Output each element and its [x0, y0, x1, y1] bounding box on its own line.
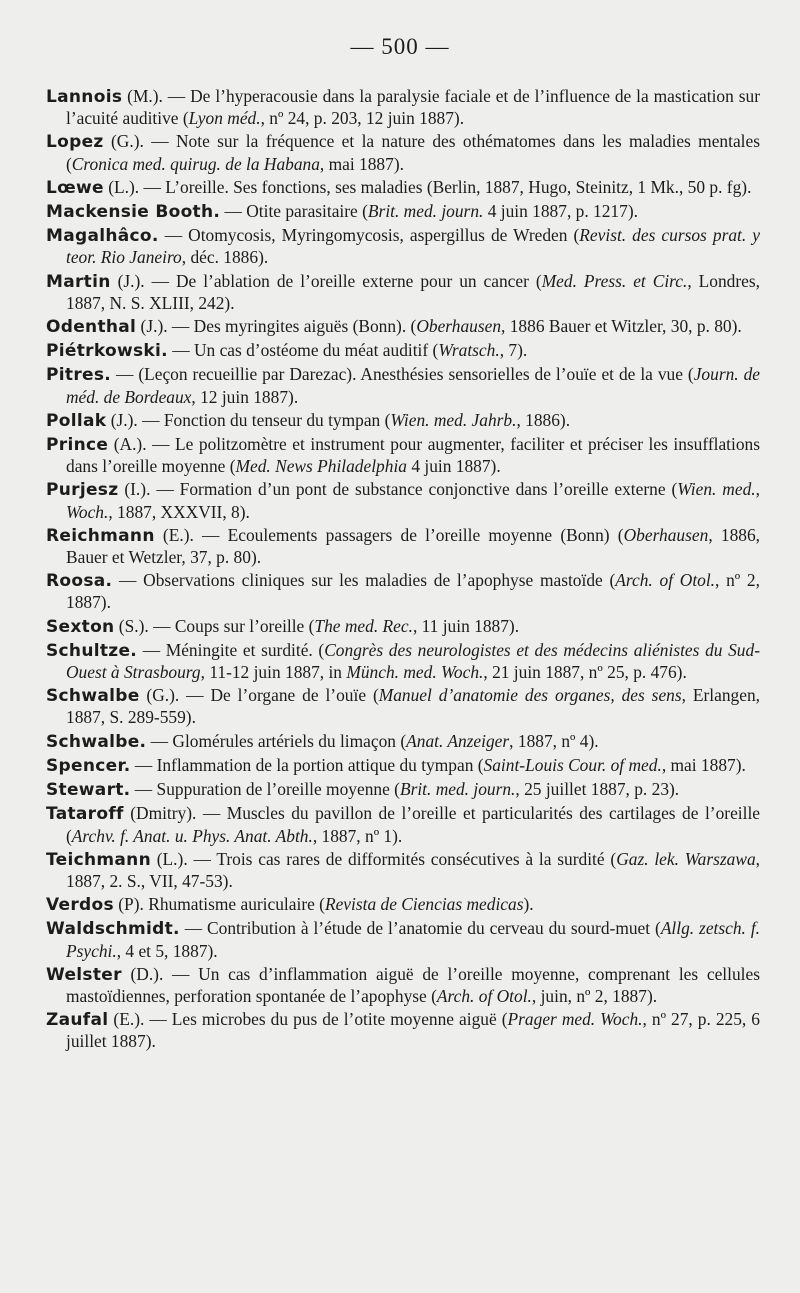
entry-text: , Londres, 1887, N. S. XLIII, 242). — [66, 270, 761, 313]
entry-author: Lopez — [46, 132, 104, 153]
entry-text: — Otite parasitaire ( — [220, 201, 368, 222]
entry-author: Spencer. — [46, 755, 131, 776]
bibliography-entry — [46, 616, 760, 638]
entry-text: (S.). — Coups sur l’oreille ( — [114, 615, 315, 636]
bibliography-entry — [46, 731, 760, 753]
entry-text: (A.). — Le politzomètre et instrument pour augmenter, faciliter et préciser les insufflations dans l’oreille moyenne ( — [66, 434, 760, 477]
entry-citation: Wratsch. — [438, 340, 500, 361]
entry-text: , nº 2, 1887). — [66, 570, 760, 613]
bibliography-entry — [46, 271, 760, 314]
bibliography-entry — [46, 177, 760, 199]
entry-citation: Oberhausen — [623, 524, 709, 545]
bibliography-entry — [46, 434, 760, 477]
entry-citation: Woch. — [66, 501, 109, 522]
bibliography-entry — [46, 849, 760, 892]
entry-author: Verdos — [46, 895, 114, 916]
entry-text: , 21 juin 1887, nº 25, p. 476). — [483, 662, 687, 683]
entry-text: (J.). — Des myringites aiguës (Bonn). ( — [136, 316, 417, 337]
entry-text: , — [755, 479, 760, 500]
entry-author: Odenthal — [46, 317, 137, 338]
entry-text: — Otomycosis, Myringomycosis, aspergillus de Wreden ( — [158, 225, 580, 246]
entry-text: (M.). — De l’hyperacousie dans la paralysie faciale et de l’influence de la mastication sur l’acuité auditive ( — [66, 86, 760, 129]
entry-citation: Congrès des neurologistes et des médecins aliénistes du Sud-Ouest à Strasbourg — [66, 639, 760, 683]
bibliography-entry — [46, 1009, 760, 1052]
entry-text: , 1886). — [516, 409, 571, 430]
bibliography-entry — [46, 525, 760, 568]
entry-author: Zaufal — [46, 1010, 109, 1031]
entry-text: , nº 24, p. 203, 12 juin 1887). — [260, 108, 465, 129]
entry-citation: Anat. Anzeiger — [406, 730, 510, 751]
entry-author: Schwalbe. — [46, 731, 147, 752]
entry-author: Schwalbe — [46, 686, 140, 707]
entry-text: , 1887, nº 1). — [312, 825, 403, 846]
bibliography-entry — [46, 640, 760, 683]
entry-text: , juin, nº 2, 1887). — [531, 985, 658, 1006]
entry-citation: Prager med. Woch. — [507, 1009, 643, 1030]
bibliography-entry — [46, 918, 760, 961]
entry-text: (J.). — De l’ablation de l’oreille externe pour un cancer ( — [110, 270, 542, 291]
entry-citation: Manuel d’anatomie des organes, des sens — [378, 685, 682, 706]
bibliography-entry — [46, 131, 760, 174]
entry-text: , déc. 1886). — [181, 247, 269, 268]
entry-text: — Un cas d’ostéome du méat auditif ( — [167, 340, 439, 361]
entry-text: , 11-12 juin 1887, in — [200, 662, 347, 683]
entry-citation: Saint-Louis Cour. of med. — [483, 754, 662, 775]
entry-citation: Wien. med. Jahrb. — [390, 409, 517, 430]
entry-text: , 1887, XXXVII, 8). — [108, 501, 250, 522]
entry-author: Reichmann — [46, 525, 155, 546]
entry-author: Lœwe — [46, 177, 104, 198]
entry-citation: Arch. of Otol. — [436, 985, 532, 1006]
entry-text: , 1887, 2. S., VII, 47-53). — [66, 848, 760, 891]
entry-text: (Dmitry). — Muscles du pavillon de l’oreille et particularités des cartilages de l’oreille ( — [66, 803, 760, 846]
entry-text: (G.). — Note sur la fréquence et la nature des othématomes dans les maladies mentales ( — [66, 131, 760, 174]
entry-text: 4 juin 1887, p. 1217). — [483, 201, 638, 222]
entry-text: — Observations cliniques sur les maladies de l’apophyse mastoïde ( — [112, 570, 616, 591]
entry-citation: Revist. des cursos prat. y teor. Rio Janeiro — [66, 225, 760, 268]
entry-citation: Allg. zetsch. f. Psychi. — [66, 918, 761, 961]
entry-author: Stewart. — [46, 780, 131, 801]
entry-text: — Glomérules artériels du limaçon ( — [146, 730, 407, 751]
entry-text: , 7). — [499, 340, 528, 361]
entry-text: (P). Rhumatisme auriculaire ( — [113, 894, 325, 915]
entry-citation: Lyon méd. — [188, 108, 261, 129]
bibliography-entry — [46, 340, 760, 362]
entry-citation: Archv. f. Anat. u. Phys. Anat. Abth. — [71, 825, 313, 846]
entry-text: — Méningite et surdité. ( — [137, 639, 325, 660]
bibliography-entry — [46, 316, 760, 338]
entry-author: Sexton — [46, 616, 115, 637]
entry-author: Magalhâco. — [46, 226, 159, 247]
entry-text: — Suppuration de l’oreille moyenne ( — [130, 779, 400, 800]
entry-text: (D.). — Un cas d’inflammation aiguë de l’oreille moyenne, comprenant les cellules mastoïdiennes, perforation spontanée de l’apophyse ( — [66, 963, 760, 1006]
entry-citation: The med. Rec. — [314, 615, 413, 636]
entry-text: ). — [523, 894, 534, 915]
entry-text: (L.). — Trois cas rares de difformités consécutives à la surdité ( — [150, 848, 617, 869]
entry-author: Martin — [46, 271, 111, 292]
entry-citation: Wien. med. — [677, 479, 756, 500]
entry-author: Piétrkowski. — [46, 341, 168, 362]
entry-text: (G.). — De l’organe de l’ouïe ( — [139, 685, 379, 706]
entry-author: Waldschmidt. — [46, 919, 180, 940]
entry-text: , mai 1887). — [661, 754, 746, 775]
entry-citation: Cronica med. quirug. de la Habana — [71, 153, 320, 174]
entry-citation: Gaz. lek. Warszawa — [616, 848, 756, 869]
entry-author: Schultze. — [46, 640, 138, 661]
entry-author: Lannois — [46, 87, 123, 107]
bibliography-entry — [46, 894, 760, 916]
entry-text: , Erlangen, 1887, S. 289-559). — [66, 685, 760, 728]
entry-author: Mackensie Booth. — [46, 202, 221, 223]
entry-text: (L.). — L’oreille. Ses fonctions, ses maladies (Berlin, 1887, Hugo, Steinitz, 1 Mk., 50 p. fg). — [103, 176, 752, 197]
bibliography-entry — [46, 364, 760, 407]
bibliography-list — [46, 86, 760, 1055]
entry-author: Teichmann — [46, 849, 151, 870]
entry-text: , 1886, Bauer et Wetzler, 37, p. 80). — [66, 524, 760, 568]
entry-text: 4 juin 1887). — [406, 456, 501, 477]
entry-text: (E.). — Ecoulements passagers de l’oreille moyenne (Bonn) ( — [154, 524, 624, 545]
entry-citation: Oberhausen — [416, 316, 502, 337]
bibliography-entry — [46, 225, 760, 268]
entry-text: , 1887, nº 4). — [509, 730, 599, 751]
entry-citation: Arch. of Otol. — [615, 570, 716, 591]
bibliography-entry — [46, 779, 760, 801]
entry-text: , 1886 Bauer et Witzler, 30, p. 80). — [501, 316, 742, 337]
bibliography-entry — [46, 479, 760, 522]
page-number: — 500 — — [350, 34, 450, 59]
entry-text: , 25 juillet 1887, p. 23). — [515, 779, 680, 800]
entry-citation: Brit. med. journ. — [399, 779, 516, 800]
entry-text: (E.). — Les microbes du pus de l’otite moyenne aiguë ( — [108, 1009, 508, 1030]
entry-citation: Revista de Ciencias medicas — [324, 894, 524, 915]
entry-text: , 11 juin 1887). — [412, 615, 520, 636]
entry-text: , 12 juin 1887). — [191, 386, 299, 407]
entry-text: — Contribution à l’étude de l’anatomie du cerveau du sourd-muet ( — [179, 918, 661, 939]
entry-citation: Münch. med. Woch. — [346, 662, 484, 683]
entry-author: Purjesz — [46, 480, 119, 501]
entry-text: — Inflammation de la portion attique du tympan ( — [130, 754, 484, 775]
entry-citation: Journ. de méd. de Bordeaux — [66, 364, 760, 407]
bibliography-entry — [46, 86, 760, 129]
bibliography-entry — [46, 410, 760, 432]
entry-citation: Brit. med. journ. — [367, 201, 484, 222]
entry-text: , mai 1887). — [319, 153, 404, 174]
bibliography-entry — [46, 570, 760, 613]
entry-citation: Med. Press. et Circ. — [541, 270, 688, 291]
entry-author: Prince — [46, 435, 109, 456]
entry-text: , 4 et 5, 1887). — [116, 940, 218, 961]
bibliography-entry — [46, 755, 760, 777]
entry-author: Welster — [46, 964, 122, 985]
bibliography-entry — [46, 685, 760, 728]
entry-author: Roosa. — [46, 571, 113, 592]
entry-citation: Med. News Philadelphia — [235, 456, 407, 477]
bibliography-entry — [46, 201, 760, 223]
bibliography-entry — [46, 803, 760, 846]
entry-author: Tataroff — [46, 804, 124, 825]
entry-text: , nº 27, p. 225, 6 juillet 1887). — [66, 1009, 760, 1052]
entry-author: Pitres. — [46, 365, 112, 386]
entry-text: — (Leçon recueillie par Darezac). Anesthésies sensorielles de l’ouïe et de la vue ( — [111, 364, 694, 385]
bibliography-entry — [46, 964, 760, 1007]
entry-text: (I.). — Formation d’un pont de substance conjonctive dans l’oreille externe ( — [118, 479, 678, 500]
entry-text: (J.). — Fonction du tenseur du tympan ( — [106, 409, 391, 430]
entry-author: Pollak — [46, 410, 107, 431]
